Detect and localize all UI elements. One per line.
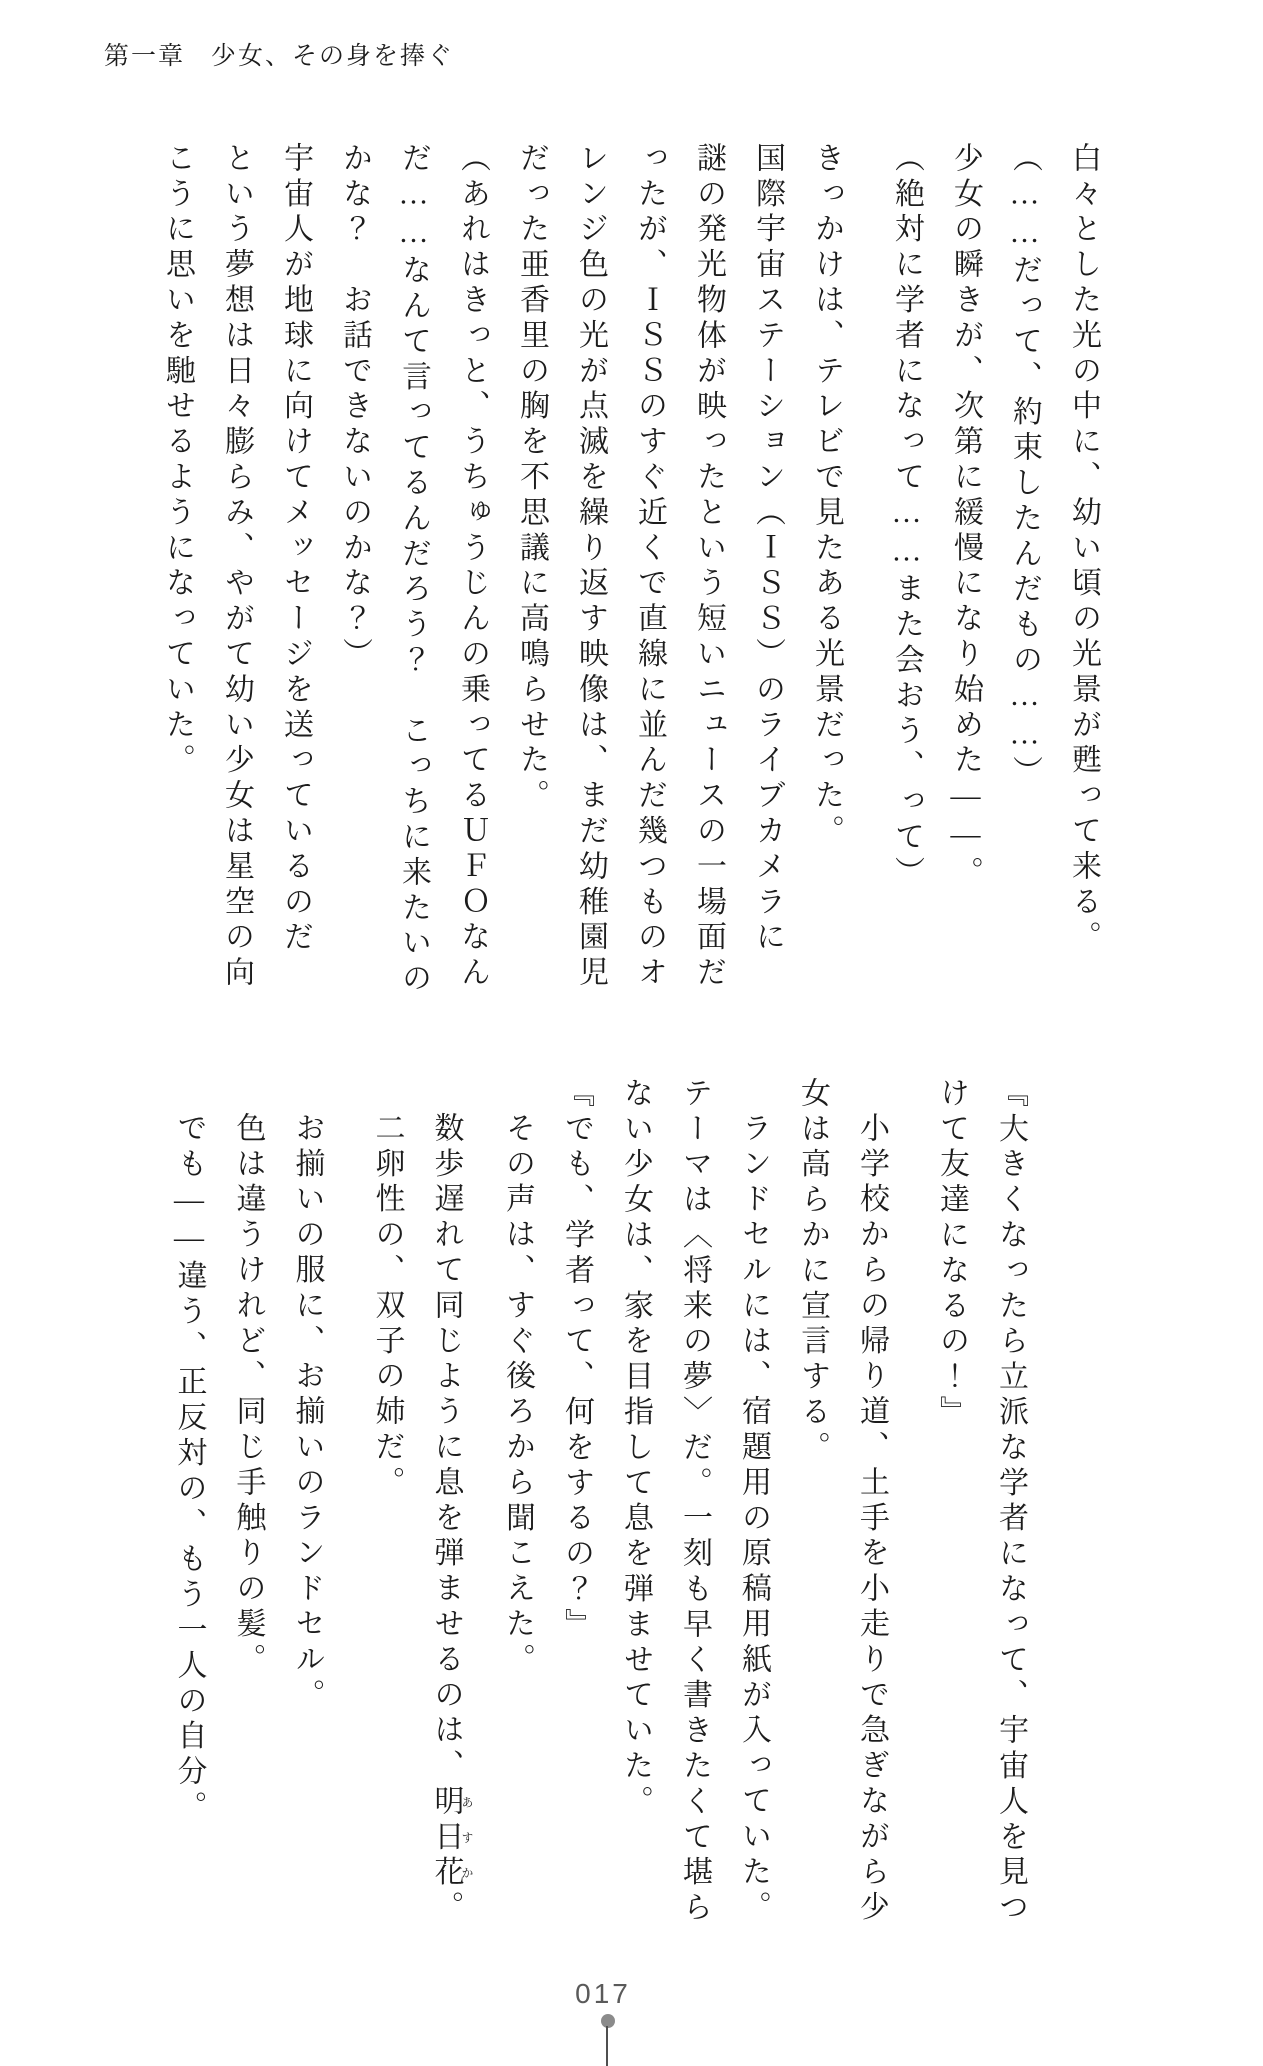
text-tier-1	[133, 142, 1098, 998]
text-line: お揃いの服に、お揃いのランドセル。	[290, 1112, 324, 1714]
running-head	[104, 36, 454, 72]
text-line: という夢想は日々膨らみ、やがて幼い少女は星空の向	[220, 142, 253, 992]
line-text: 数歩遅れて同じように息を弾ませるのは、	[429, 1112, 463, 1785]
ruby-text: あすか	[460, 1784, 474, 1891]
chapter-label: 第一章	[104, 43, 186, 70]
text-line: 女は高らかに宣言する。	[796, 1077, 829, 1467]
text-line: ったが、ＩＳＳのすぐ近くで直線に並んだ幾つものオ	[633, 142, 666, 992]
text-line: 色は違うけれど、同じ手触りの髪。	[231, 1112, 265, 1679]
text-line: だった亜香里の胸を不思議に高鳴らせた。	[515, 142, 548, 815]
text-line: でも――違う、正反対の、もう一人の自分。	[172, 1112, 206, 1826]
ruby-annotated-name	[429, 1784, 474, 1891]
text-line: （あれはきっと、うちゅうじんの乗ってるＵＦＯなん	[456, 142, 489, 992]
text-line: 宇宙人が地球に向けてメッセージを送っているのだ	[279, 142, 312, 957]
text-line: 二卵性の、双子の姉だ。	[370, 1112, 404, 1502]
text-line: 『大きくなったら立派な学者になって、宇宙人を見つ	[994, 1077, 1027, 1927]
text-line: 少女の瞬きが、次第に緩慢になり始めた――。	[949, 142, 982, 892]
text-line: かな？ お話できないのかな？）	[338, 142, 371, 673]
text-line: 『でも、学者って、何をするの？』	[560, 1077, 593, 1644]
text-line: けて友達になるの！』	[935, 1077, 968, 1431]
text-line: （絶対に学者になって……また会おう、って）	[890, 142, 923, 892]
line-text: 。	[429, 1890, 463, 1927]
text-line: 白々とした光の中に、幼い頃の光景が甦って来る。	[1067, 142, 1100, 957]
text-line: だ……なんて言ってるんだろう？ こっちに来たいの	[397, 142, 430, 998]
text-line: こうに思いを馳せるようになっていた。	[161, 142, 194, 780]
text-line: テーマは〈将来の夢〉だ。一刻も早く書きたくて堪ら	[678, 1077, 711, 1927]
text-line: ない少女は、家を目指して息を弾ませていた。	[619, 1077, 652, 1821]
ruby-base: 明日花	[429, 1784, 463, 1891]
page-number-ornament-stem	[606, 2026, 608, 2066]
text-line: 国際宇宙ステーション（ＩＳＳ）のライブカメラに	[751, 142, 784, 957]
text-line: その声は、すぐ後ろから聞こえた。	[501, 1112, 534, 1679]
text-line: きっかけは、テレビで見たある光景だった。	[810, 142, 843, 850]
text-line: 謎の発光物体が映ったという短いニュースの一場面だ	[692, 142, 725, 992]
text-line: レンジ色の光が点滅を繰り返す映像は、まだ幼稚園児	[574, 142, 607, 992]
chapter-title: 少女、その身を捧ぐ	[211, 43, 455, 70]
text-tier-2	[145, 1077, 1026, 1933]
text-line	[431, 1077, 474, 1933]
page-number-ornament-dot-icon	[601, 2014, 615, 2028]
text-line: （……だって、約束したんだもの……）	[1008, 142, 1041, 792]
page-number: 017	[575, 1978, 631, 2009]
text-line: 小学校からの帰り道、土手を小走りで急ぎながら少	[855, 1112, 888, 1927]
text-line: ランドセルには、宿題用の原稿用紙が入っていた。	[737, 1112, 770, 1927]
